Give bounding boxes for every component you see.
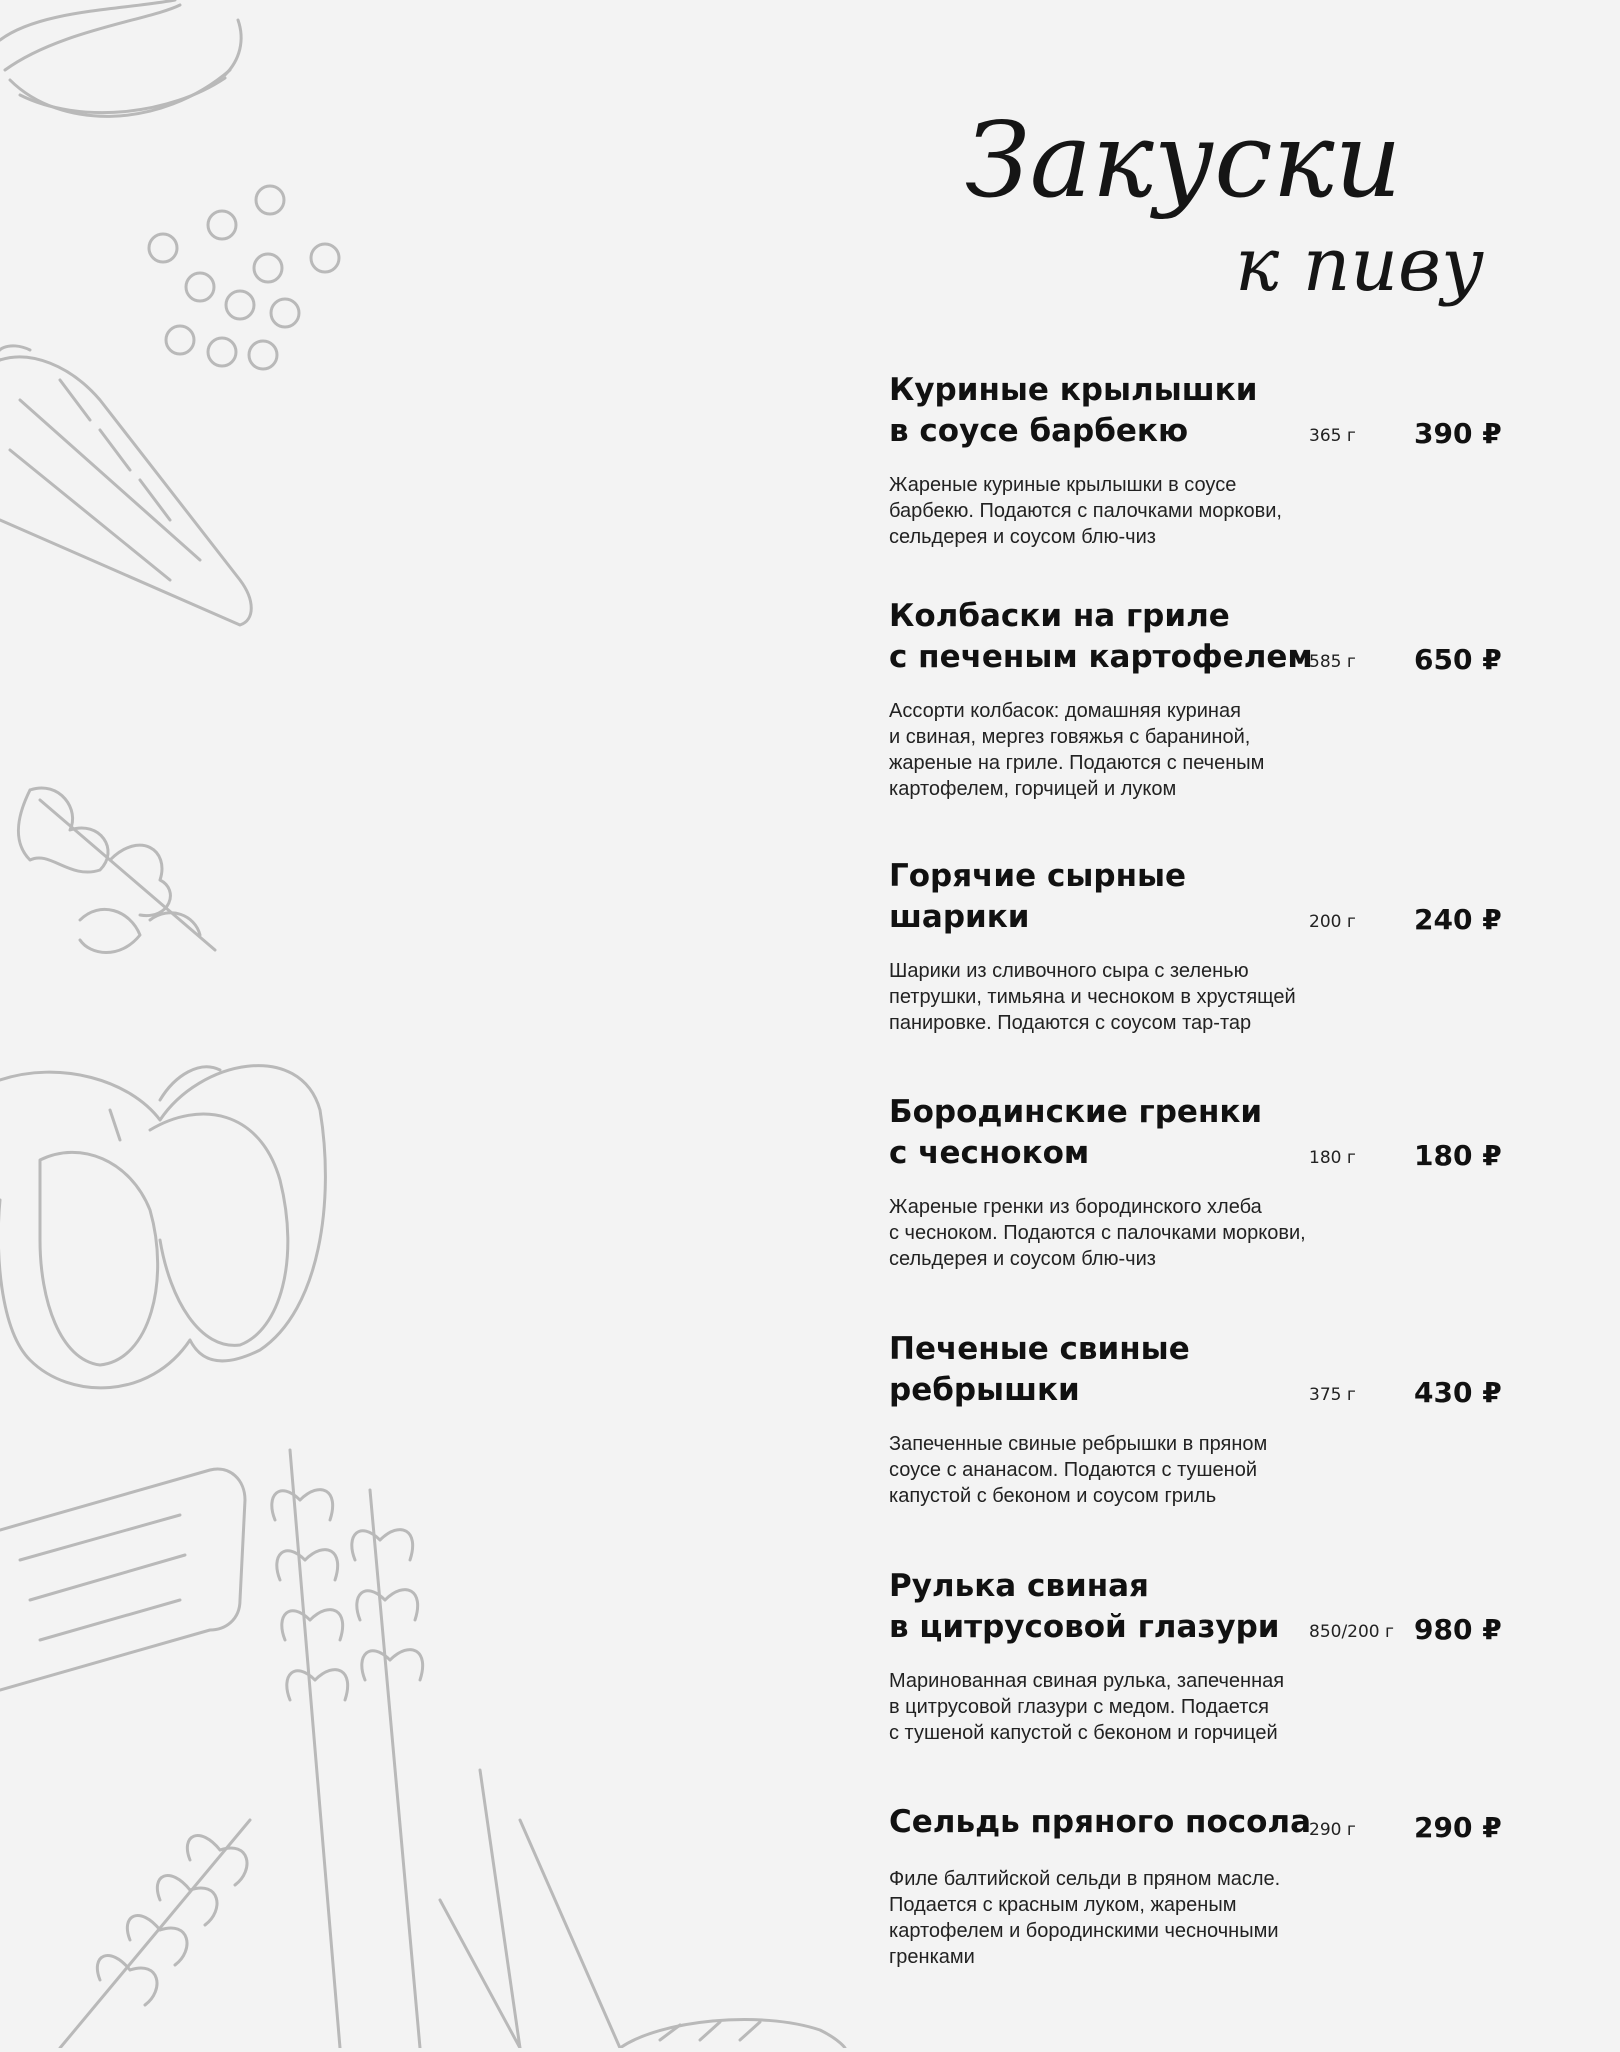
title-line-1: Закуски [965,99,1402,221]
menu-item-weight: 375 г [1309,1385,1356,1405]
menu-item-description: Запеченные свиные ребрышки в пряном соусе с ананасом. Подаются с тушеной капустой с беконом и соусом гриль [889,1433,1268,1507]
peas-icon [149,186,339,369]
wheat-icon [272,1450,423,2048]
wheat-icon-2 [60,1770,620,2048]
menu-item-name: Печеные свиные ребрышки [889,1331,1190,1408]
menu-item-description: Маринованная свиная рулька, запеченная в цитрусовой глазури с медом. Подается с тушеной капустой с беконом и горчицей [889,1670,1285,1744]
carrot-icon [0,346,251,625]
menu-item-price: 180 ₽ [1414,1139,1502,1172]
menu-item-weight: 200 г [1309,912,1356,932]
menu-section-title [965,99,1505,335]
menu-item-name: Сельдь пряного посола [889,1804,1312,1840]
menu-item-price: 430 ₽ [1414,1376,1502,1409]
menu-item-price: 240 ₽ [1414,903,1502,936]
menu-item-description: Жареные куриные крылышки в соусе барбекю. Подаются с палочками моркови, сельдерея и соусом блю-чиз [889,474,1282,548]
menu-item-weight: 290 г [1309,1820,1356,1840]
menu-item-price: 980 ₽ [1414,1613,1502,1646]
bell-pepper-icon [0,1066,325,1388]
menu-item-name: Куриные крылышки в соусе барбекю [889,372,1258,449]
pizza-slice-icon [0,1469,245,1690]
menu-item-name: Горячие сырные шарики [889,858,1187,935]
menu-item-price: 390 ₽ [1414,417,1502,450]
menu-item-name: Колбаски на гриле с печеным картофелем [889,598,1313,675]
menu-item-weight: 850/200 г [1309,1622,1394,1642]
menu-item-description: Шарики из сливочного сыра с зеленью петрушки, тимьяна и чесноком в хрустящей панировке. Подаются с соусом тар-тар [889,960,1296,1034]
bread-icon [620,2020,845,2048]
menu-item-price: 290 ₽ [1414,1811,1502,1844]
menu-item-weight: 365 г [1309,426,1356,446]
menu-item-price: 650 ₽ [1414,643,1502,676]
menu-item-description: Филе балтийской сельди в пряном масле. Подается с красным луком, жареным картофелем и бородинскими чесночными гренками [889,1868,1281,1968]
menu-item-weight: 180 г [1309,1148,1356,1168]
menu-item-description: Жареные гренки из бородинского хлеба с чесноком. Подаются с палочками моркови, сельдерея и соусом блю-чиз [889,1196,1306,1270]
menu-item-weight: 585 г [1309,652,1356,672]
menu-item-description: Ассорти колбасок: домашняя куриная и свиная, мергез говяжья с бараниной, жареные на гриле. Подаются с печеным картофелем, горчицей и луком [889,700,1265,800]
menu-item-name: Бородинские гренки с чесноком [889,1094,1263,1171]
parsley-icon [18,788,215,952]
title-line-2: к пиву [1235,222,1485,308]
chili-pepper-icon [0,0,241,116]
menu-item-name: Рулька свиная в цитрусовой глазури [889,1568,1280,1645]
